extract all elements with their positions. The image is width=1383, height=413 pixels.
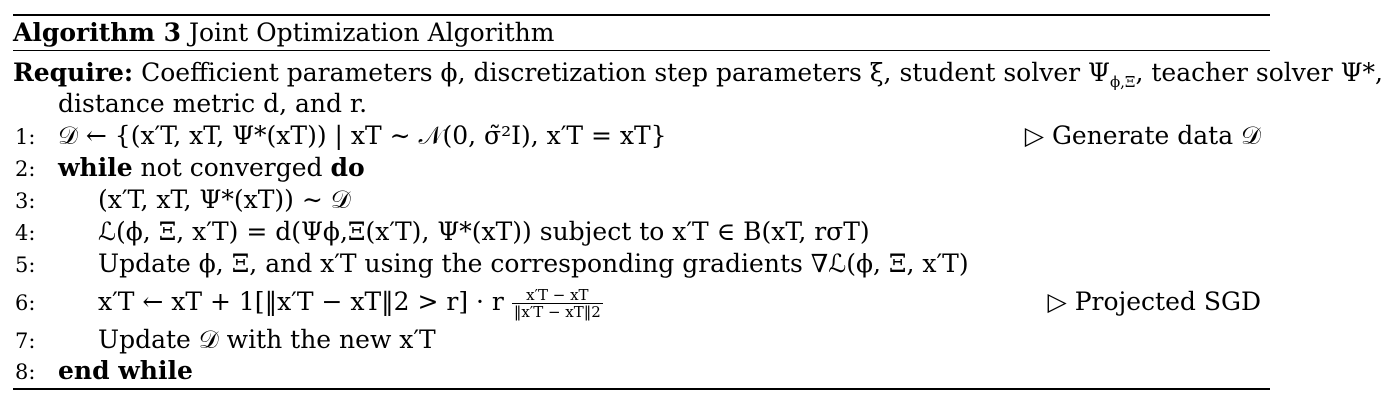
- while-keyword: while: [58, 153, 133, 182]
- require-text-1-tail: , teacher solver Ψ*,: [1135, 58, 1383, 87]
- algo-line-5: Update ϕ, Ξ, and x′T using the corresponding gradients ∇ℒ(ϕ, Ξ, x′T): [98, 249, 969, 278]
- top-rule: [13, 14, 1270, 16]
- algo-line-3: (x′T, xT, Ψ*(xT)) ∼ 𝒟: [98, 185, 351, 214]
- require-text-1: Coefficient parameters ϕ, discretization step parameters ξ, student solver Ψ: [141, 58, 1110, 87]
- line-number-5: 5:: [15, 253, 36, 277]
- projection-fraction: [512, 287, 603, 320]
- algo-line-6: [98, 283, 603, 321]
- header-rule: [13, 50, 1270, 51]
- require-text-2: distance metric d, and r.: [58, 89, 368, 118]
- line-number-3: 3:: [15, 189, 36, 213]
- line-number-2: 2:: [15, 157, 36, 181]
- algo-line-7: Update 𝒟 with the new x′T: [98, 325, 436, 354]
- fraction-denominator: ‖x′T − xT‖2: [513, 303, 601, 321]
- projection-update: x′T ← xT + 1[‖x′T − xT‖2 > r] · r: [98, 287, 504, 316]
- require-line-2: [58, 89, 367, 119]
- comment-generate-data: ▷ Generate data 𝒟: [1024, 121, 1261, 150]
- line-number-7: 7:: [15, 329, 36, 353]
- algorithm-header: [13, 18, 554, 47]
- require-label: Require:: [13, 58, 134, 87]
- fraction-numerator: x′T − xT: [512, 287, 603, 304]
- comment-projected-sgd: ▷ Projected SGD: [1047, 287, 1261, 316]
- end-while-keyword: end while: [58, 356, 193, 385]
- algo-line-1: 𝒟 ← {(x′T, xT, Ψ*(xT)) | xT ∼ 𝒩(0, σ̃²I), x′T = xT}: [58, 121, 667, 150]
- line-number-6: 6:: [15, 291, 36, 315]
- algorithm-title: Joint Optimization Algorithm: [188, 18, 555, 47]
- line-number-4: 4:: [15, 221, 36, 245]
- line-number-1: 1:: [15, 125, 36, 149]
- do-keyword: do: [330, 153, 365, 182]
- bottom-rule: [13, 388, 1270, 390]
- algorithm-label: Algorithm 3: [13, 18, 181, 47]
- require-sub: ϕ,Ξ: [1109, 73, 1136, 91]
- algo-line-4: ℒ(ϕ, Ξ, x′T) = d(Ψϕ,Ξ(x′T), Ψ*(xT)) subject to x′T ∈ B(xT, rσT): [98, 217, 870, 246]
- line-number-8: 8:: [15, 360, 36, 384]
- while-condition: not converged: [132, 153, 331, 182]
- algo-line-8: [58, 356, 193, 386]
- algo-line-2: [58, 153, 365, 183]
